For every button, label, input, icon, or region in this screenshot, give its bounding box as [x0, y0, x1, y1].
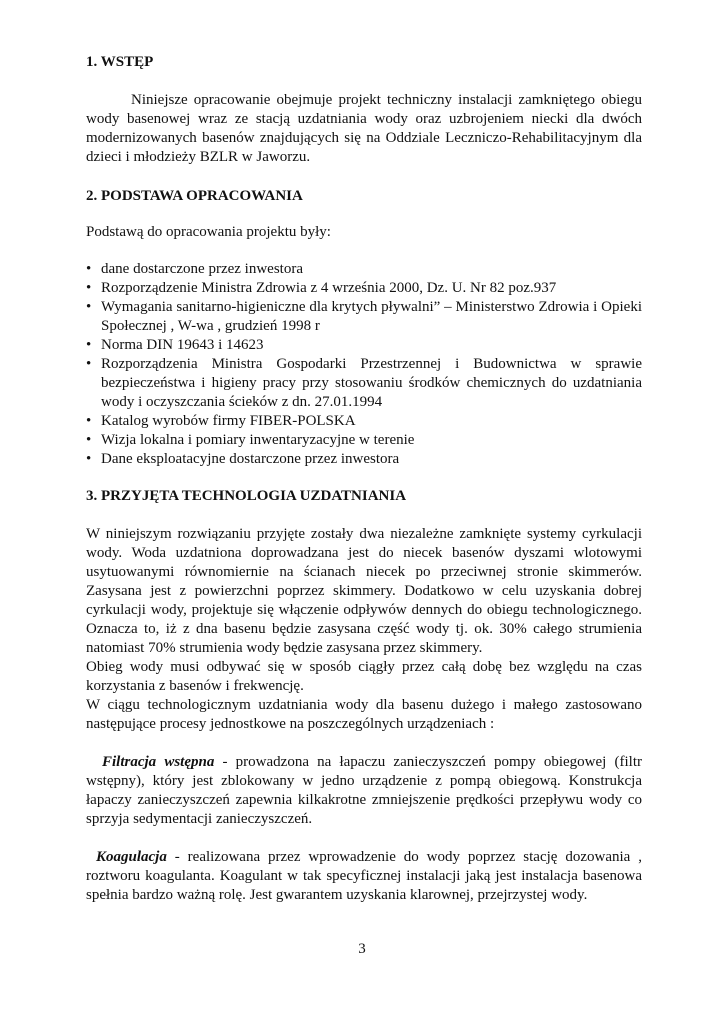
filtracja-term: Filtracja wstępna: [102, 754, 215, 770]
koagulacja-term: Koagulacja: [96, 849, 167, 865]
list-item: • Wizja lokalna i pomiary inwentaryzacyjne w terenie: [86, 431, 642, 450]
section-2-intro: Podstawą do opracowania projektu były:: [86, 224, 331, 240]
koagulacja-paragraph: [86, 848, 642, 905]
list-item: • Katalog wyrobów firmy FIBER-POLSKA: [86, 412, 642, 431]
section-3-paragraph-1: W niniejszym rozwiązaniu przyjęte zostały dwa niezależne zamknięte systemy cyrkulacji wody. Woda uzdatniona doprowadzana jest do niecek basenów dyszami wlotowymi usytuowanymi równomiernie na ścianach niecek po przeciwnej stronie skimmerów. Zasysana jest z powierzchni poprzez skimmery. Dodatkowo w celu uzyskania dobrej cyrkulacji wody, projektuje się włączenie odpływów dennych do obiegu technologicznego. Oznacza to, iż z dna basenu będzie zasysana część wody tj. ok. 30% całego strumienia natomiast 70% strumienia wody będzie zasysana przez skimmery.: [86, 526, 642, 656]
document-page: [86, 53, 642, 905]
list-item: • Dane eksploatacyjne dostarczone przez inwestora: [86, 450, 642, 469]
section-1-heading: 1. WSTĘP: [86, 54, 154, 70]
section-3-heading: 3. PRZYJĘTA TECHNOLOGIA UZDATNIANIA: [86, 488, 407, 504]
filtracja-paragraph: [86, 753, 642, 829]
sources-list: [86, 260, 642, 469]
section-2-heading: 2. PODSTAWA OPRACOWANIA: [86, 188, 303, 204]
page-number: 3: [358, 941, 366, 957]
list-item: • Rozporządzenie Ministra Zdrowia z 4 września 2000, Dz. U. Nr 82 poz.937: [86, 279, 642, 298]
list-item: • Wymagania sanitarno-higieniczne dla krytych pływalni” – Ministerstwo Zdrowia i Opieki Społecznej , W-wa , grudzień 1998 r: [86, 298, 642, 336]
section-1-paragraph: Niniejsze opracowanie obejmuje projekt techniczny instalacji zamkniętego obiegu wody basenowej wraz ze stacją uzdatniania wody oraz uzbrojeniem niecki dla dwóch modernizowanych basenów znajdujących się na Oddziale Leczniczo-Rehabilitacyjnym dla dzieci i młodzieży BZLR w Jaworzu.: [86, 92, 642, 165]
koagulacja-text: - realizowana przez wprowadzenie do wody poprzez stację dozowania , roztworu koagulanta. Koagulant w tak specyficznej instalacji jaką jest instalacja basenowa spełnia bardzo ważną rolę. Jest gwarantem uzyskania klarownej, przejrzystej wody.: [86, 849, 642, 903]
filtracja-text: - prowadzona na łapaczu zanieczyszczeń pompy obiegowej (filtr wstępny), który jest zblokowany w jedno urządzenie z pompą obiegową. Konstrukcja łapaczy zanieczyszczeń zapewnia kilkakrotne zmniejszenie prędkości przepływu wody co sprzyja sedymentacji zanieczyszczeń.: [86, 754, 642, 827]
list-item: • Norma DIN 19643 i 14623: [86, 336, 642, 355]
section-3-paragraph-3: W ciągu technologicznym uzdatniania wody dla basenu dużego i małego zastosowano następujące procesy jednostkowe na poszczególnych urządzeniach :: [86, 697, 642, 732]
list-item: • Rozporządzenia Ministra Gospodarki Przestrzennej i Budownictwa w sprawie bezpieczeństwa i higieny pracy przy stosowaniu środków chemicznych do uzdatniania wody i oczyszczania ścieków z dn. 27.01.1994: [86, 355, 642, 412]
section-3-paragraph-2: Obieg wody musi odbywać się w sposób ciągły przez całą dobę bez względu na czas korzystania z basenów i frekwencję.: [86, 659, 642, 694]
list-item: • dane dostarczone przez inwestora: [86, 260, 642, 279]
